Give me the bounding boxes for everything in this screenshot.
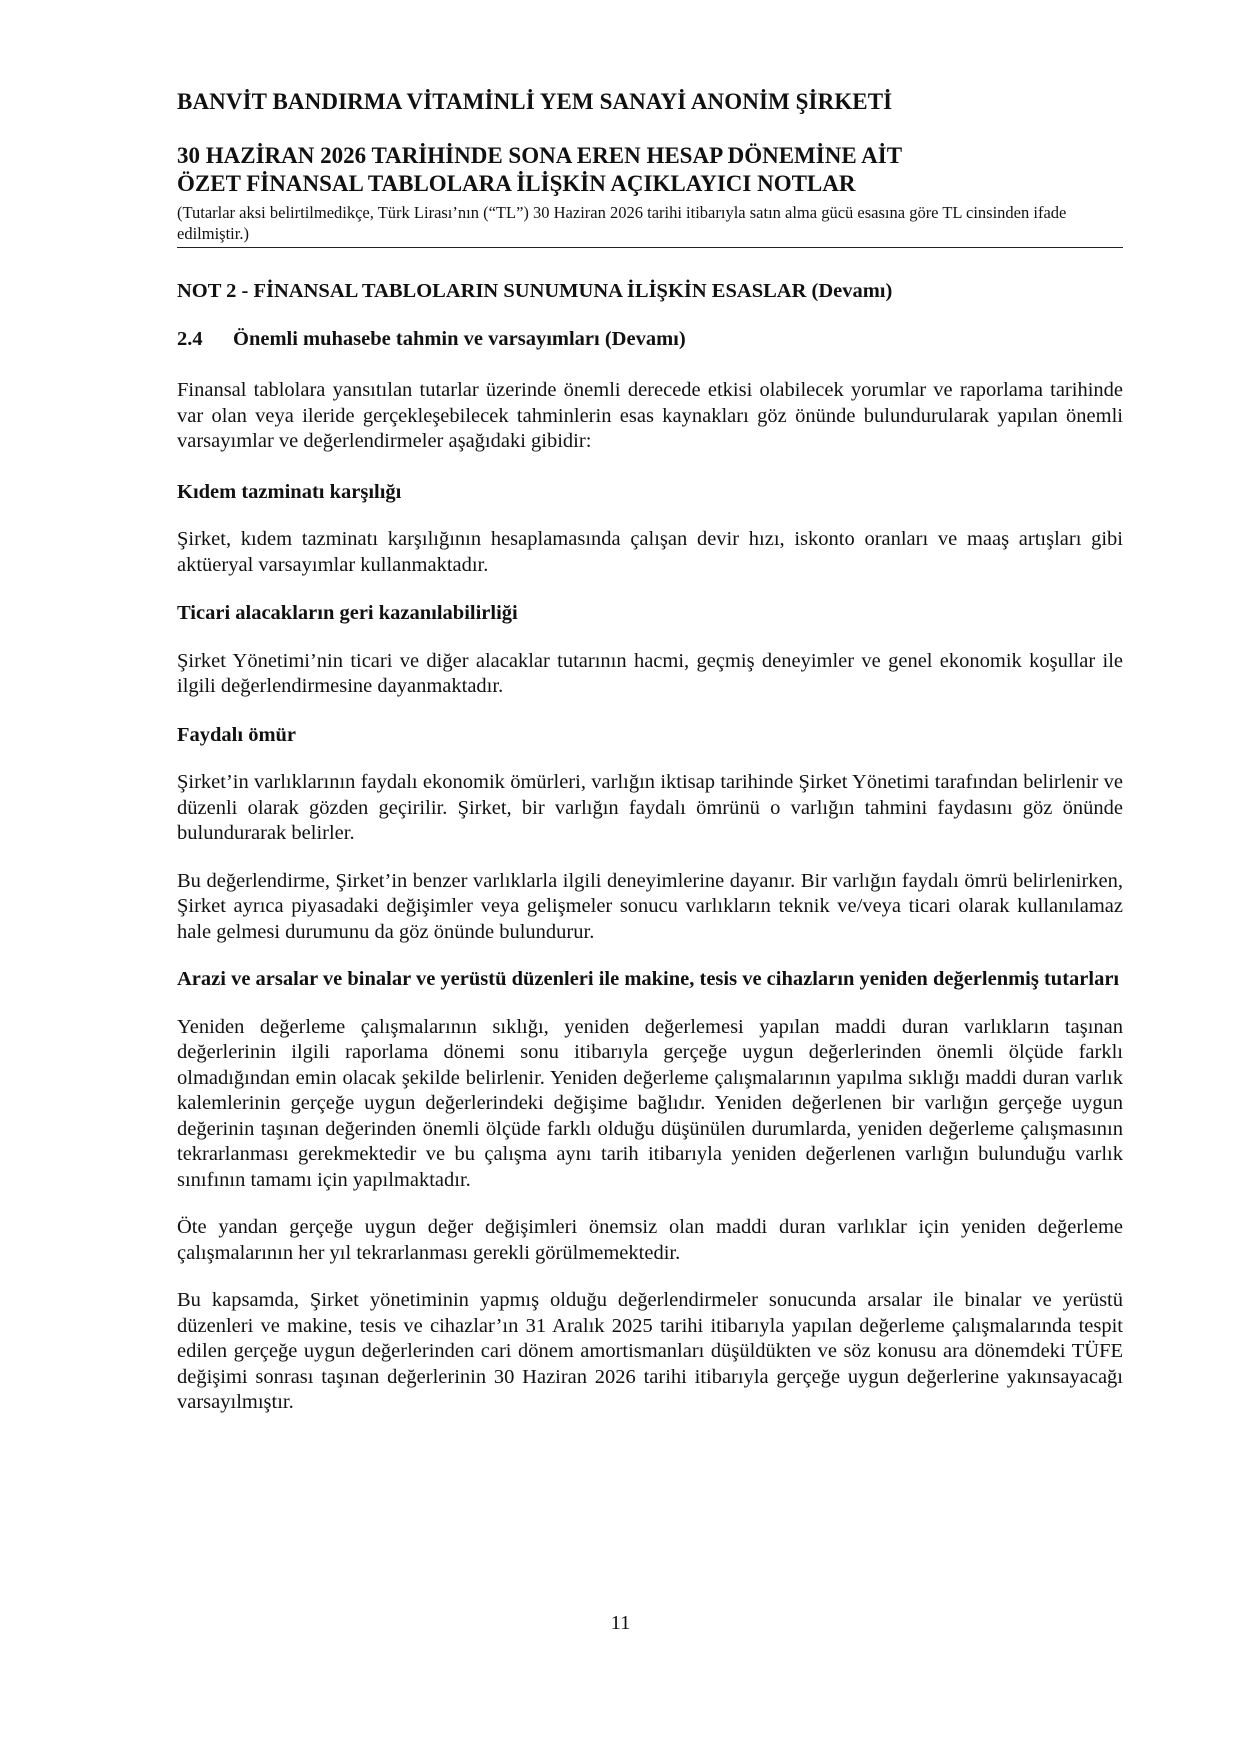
paragraph-useful-life-2: Bu değerlendirme, Şirket’in benzer varlıklarla ilgili deneyimlerine dayanır. Bir varlığın faydalı ömrü belirlenirken, Şirket ayrıca piyasadaki değişimler veya gelişmeler sonucu varlıkların teknik ve/veya ticari olarak kullanılamaz hale gelmesi durumunu da göz önünde bulundurur. (177, 869, 1123, 943)
heading-severance-provision: Kıdem tazminatı karşılığı (177, 480, 402, 503)
heading-useful-life: Faydalı ömür (177, 723, 297, 746)
section-title: NOT 2 - FİNANSAL TABLOLARIN SUNUMUNA İLİŞKİN ESASLAR (Devamı) (177, 280, 893, 302)
intro-paragraph: Finansal tablolara yansıtılan tutarlar üzerinde önemli derecede etkisi olabilecek yorumlar ve raporlama tarihinde var olan veya ileride gerçekleşebilecek tahminlerin esas kaynakları göz önünde bulundurularak yapılan önemli varsayımlar ve değerlendirmeler aşağıdaki gibidir: (177, 379, 1123, 452)
paragraph-revaluation-3: Bu kapsamda, Şirket yönetiminin yapmış olduğu değerlendirmeler sonucunda arsalar ile binalar ve yerüstü düzenleri ve makine, tesis ve cihazlar’ın 31 Aralık 2025 tarihi itibarıyla yapılan değerleme çalışmalarında tespit edilen gerçeğe uygun değerlerinden cari dönem amortismanları düşüldükten ve söz konusu ara dönemdeki TÜFE değişimi sonrası taşınan değerlerinin 30 Haziran 2026 tarihi itibarıyla gerçeğe uygun değerlerine yakınsayacağı varsayılmıştır. (177, 1289, 1123, 1413)
currency-note: (Tutarlar aksi belirtilmedikçe, Türk Lirası’nın (“TL”) 30 Haziran 2026 tarihi itibarıyla satın alma gücü esasına göre TL cinsinden ifade edilmiştir.) (177, 203, 1067, 243)
report-title-line-2: ÖZET FİNANSAL TABLOLARA İLİŞKİN AÇIKLAYICI NOTLAR (177, 171, 856, 196)
subsection-number: 2.4 (177, 328, 203, 350)
paragraph-trade-receivables: Şirket Yönetimi’nin ticari ve diğer alacaklar tutarının hacmi, geçmiş deneyimler ve genel ekonomik koşullar ile ilgili değerlendirmesine dayanmaktadır. (177, 649, 1123, 697)
report-title-line-1: 30 HAZİRAN 2026 TARİHİNDE SONA EREN HESAP DÖNEMİNE AİT (177, 143, 903, 168)
document-page (177, 88, 1123, 1416)
header-divider (177, 247, 1123, 248)
heading-trade-receivables: Ticari alacakların geri kazanılabilirliği (177, 602, 518, 624)
paragraph-revaluation-2: Öte yandan gerçeğe uygun değer değişimleri önemsiz olan maddi duran varlıklar için yeniden değerleme çalışmalarının her yıl tekrarlanması gerekli görülmemektedir. (177, 1216, 1123, 1264)
heading-revaluation: Arazi ve arsalar ve binalar ve yerüstü düzenleri ile makine, tesis ve cihazların yeniden değerlenmiş tutarları (177, 968, 1120, 990)
paragraph-severance-provision: Şirket, kıdem tazminatı karşılığının hesaplamasında çalışan devir hızı, iskonto oranları ve maaş artışları gibi aktüeryal varsayımlar kullanmaktadır. (177, 528, 1123, 576)
page-number: 11 (610, 1612, 631, 1634)
paragraph-useful-life-1: Şirket’in varlıklarının faydalı ekonomik ömürleri, varlığın iktisap tarihinde Şirket Yönetimi tarafından belirlenir ve düzenli olarak gözden geçirilir. Şirket, bir varlığın faydalı ömrünü o varlığın tahmini faydasını göz önünde bulundurarak belirler. (177, 771, 1123, 844)
subsection-heading (177, 326, 1123, 352)
subsection-title: Önemli muhasebe tahmin ve varsayımları (Devamı) (233, 328, 686, 350)
paragraph-revaluation-1: Yeniden değerleme çalışmalarının sıklığı, yeniden değerlemesi yapılan maddi duran varlıkların taşınan değerlerinin ilgili raporlama dönemi sonu itibarıyla gerçeğe uygun değerlerinden önemli ölçüde farklı olmadığından emin olacak şekilde belirlenir. Yeniden değerleme çalışmalarının yapılma sıklığı maddi duran varlık kalemlerinin gerçeğe uygun değerlerindeki değişime bağlıdır. Yeniden değerlenen bir varlığın gerçeğe uygun değerinin taşınan değerinden önemli ölçüde farklı olduğu düşünülen durumlarda, yeniden değerleme çalışmasının tekrarlanması gerekmektedir ve bu çalışma aynı tarih itibarıyla yeniden değerlenen varlığın bulunduğu varlık sınıfının tamamı için yapılmaktadır. (177, 1015, 1123, 1191)
company-name: BANVİT BANDIRMA VİTAMİNLİ YEM SANAYİ ANONİM ŞİRKETİ (177, 89, 893, 114)
